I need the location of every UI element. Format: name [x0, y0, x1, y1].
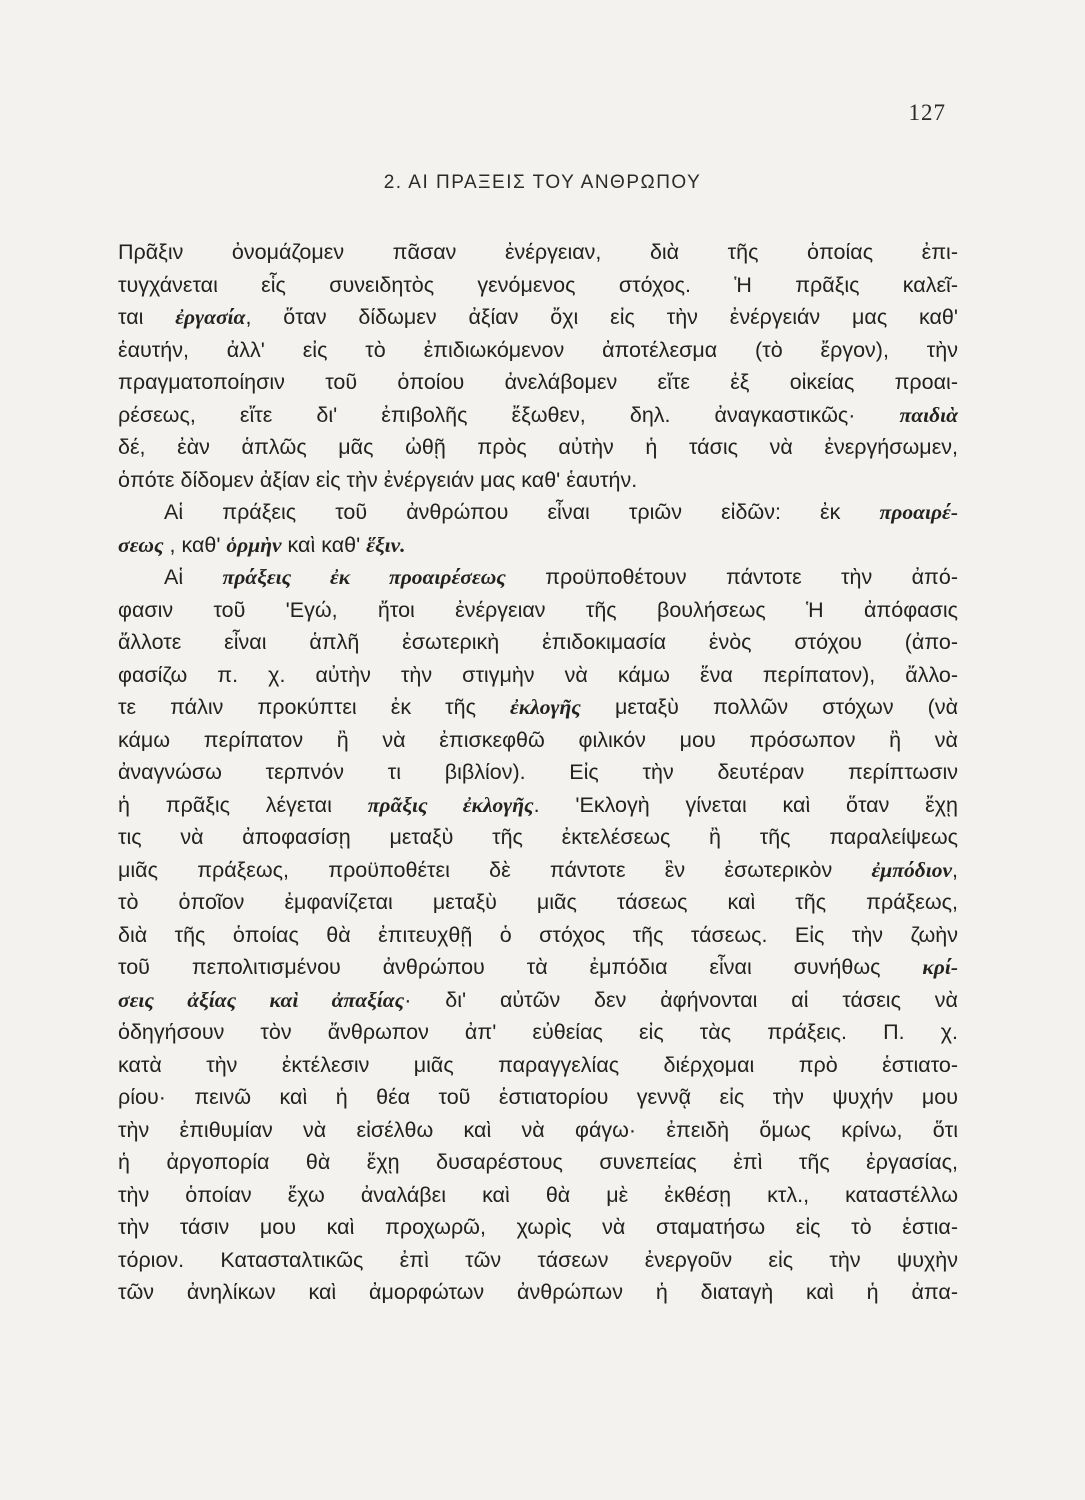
text-line — [118, 496, 958, 529]
text-line — [118, 334, 958, 367]
text-line — [118, 984, 958, 1017]
emphasized-term: ἐμπόδιον — [871, 857, 953, 882]
emphasized-term: σεως — [118, 532, 164, 557]
text-run: τοῦ πεπολιτισμένου ἀνθρώπου τὰ ἐμπόδια εἶναι συνήθως — [118, 955, 923, 979]
text-line — [118, 951, 958, 984]
text-line — [118, 1049, 958, 1082]
emphasized-term: ἐργασία — [175, 305, 246, 329]
text-line — [118, 399, 958, 432]
text-line — [118, 269, 958, 302]
text-run: ὁπότε δίδομεν ἀξίαν εἰς τὴν ἐνέργειάν μας καθ' ἑαυτήν. — [118, 467, 638, 492]
text-line — [118, 1211, 958, 1244]
text-run: φασίζω π. χ. αὐτὴν τὴν στιγμὴν νὰ κάμω ἕνα περίπατον), ἄλλο- — [118, 662, 958, 687]
text-run: · δι' αὐτῶν δεν ἀφήνονται αἱ τάσεις νὰ — [404, 987, 958, 1012]
text-line — [118, 919, 958, 952]
text-line — [118, 236, 958, 269]
emphasized-term: προαιρέ- — [879, 500, 958, 524]
text-run: τυγχάνεται εἷς συνειδητὸς γενόμενος στόχος. Ἡ πρᾶξις καλεῖ- — [118, 272, 958, 297]
text-line — [118, 1146, 958, 1179]
text-run: ἑαυτήν, ἀλλ' εἰς τὸ ἐπιδιωκόμενον ἀποτέλεσμα (τὸ ἔργον), τὴν — [118, 337, 958, 362]
text-run: ρέσεως, εἴτε δι' ἐπιβολῆς ἔξωθεν, δηλ. ἀναγκαστικῶς· — [118, 402, 900, 427]
emphasized-term: πρᾶξις ἐκλογῆς — [367, 792, 534, 817]
emphasized-term: ὁρμὴν — [226, 532, 282, 557]
text-run: . 'Εκλογὴ γίνεται καὶ ὅταν ἔχῃ — [533, 792, 958, 817]
text-line — [118, 886, 958, 919]
body-text — [118, 236, 958, 1309]
page-number: 127 — [908, 100, 946, 125]
text-line — [118, 854, 958, 887]
emphasized-term: ἕξιν. — [366, 532, 406, 557]
text-run: Πρᾶξιν ὀνομάζομεν πᾶσαν ἐνέργειαν, διὰ τῆς ὁποίας ἐπι- — [118, 240, 958, 264]
text-run: , καθ' — [163, 532, 227, 557]
text-line — [118, 366, 958, 399]
text-line — [118, 626, 958, 659]
text-run: προϋποθέτουν πάντοτε τὴν ἀπό- — [505, 565, 958, 589]
text-run: διὰ τῆς ὁποίας θὰ ἐπιτευχθῇ ὁ στόχος τῆς τάσεως. Εἰς τὴν ζωὴν — [118, 922, 958, 947]
text-run: φασιν τοῦ 'Εγώ, ἤτοι ἐνέργειαν τῆς βουλήσεως Ἡ ἀπόφασις — [118, 597, 958, 622]
text-line — [118, 789, 958, 822]
text-run: ἄλλοτε εἶναι ἁπλῆ ἐσωτερικὴ ἐπιδοκιμασία ἑνὸς στόχου (ἀπο- — [118, 630, 958, 654]
text-line — [118, 1081, 958, 1114]
text-run: , — [952, 857, 958, 882]
text-run: τὴν ἐπιθυμίαν νὰ εἰσέλθω καὶ νὰ φάγω· ἐπειδὴ ὅμως κρίνω, ὅτι — [118, 1117, 958, 1142]
text-line — [118, 301, 958, 334]
text-run: δέ, ἐὰν ἁπλῶς μᾶς ὠθῇ πρὸς αὐτὴν ἡ τάσις νὰ ἐνεργήσωμεν, — [118, 435, 958, 459]
text-run: τε πάλιν προκύπτει ἐκ τῆς — [118, 695, 511, 719]
emphasized-term: παιδιὰ — [899, 402, 958, 427]
emphasized-term: κρί- — [922, 955, 958, 979]
text-run: κατὰ τὴν ἐκτέλεσιν μιᾶς παραγγελίας διέρχομαι πρὸ ἑστιατο- — [118, 1052, 958, 1077]
chapter-title: 2. ΑΙ ΠΡΑΞΕΙΣ ΤΟΥ ΑΝΘΡΩΠΟΥ — [383, 172, 702, 193]
text-run: καὶ καθ' — [281, 532, 367, 557]
text-line — [118, 1016, 958, 1049]
emphasized-term: ἐκλογῆς — [510, 695, 581, 719]
text-line — [118, 561, 958, 594]
text-line — [118, 1179, 958, 1212]
text-line — [118, 1114, 958, 1147]
text-run: τις νὰ ἀποφασίσῃ μεταξὺ τῆς ἐκτελέσεως ἢ τῆς παραλείψεως — [118, 825, 958, 849]
text-line — [118, 1276, 958, 1309]
text-run: μεταξὺ πολλῶν στόχων (νὰ — [580, 695, 958, 719]
text-line — [118, 529, 958, 562]
text-line — [118, 594, 958, 627]
text-run: , ὅταν δίδωμεν ἀξίαν ὄχι εἰς τὴν ἐνέργειάν μας καθ' — [245, 305, 958, 329]
text-run: πραγματοποίησιν τοῦ ὁποίου ἀνελάβομεν εἴτε ἐξ οἰκείας προαι- — [118, 370, 958, 394]
text-run: τόριον. Κατασταλτικῶς ἐπὶ τῶν τάσεων ἐνεργοῦν εἰς τὴν ψυχὴν — [118, 1247, 958, 1272]
text-line — [118, 1244, 958, 1277]
text-line — [118, 756, 958, 789]
text-run: ἡ ἀργοπορία θὰ ἔχῃ δυσαρέστους συνεπείας ἐπὶ τῆς ἐργασίας, — [118, 1150, 958, 1174]
text-line — [118, 659, 958, 692]
text-run: Αἱ — [164, 565, 223, 589]
text-run: τὸ ὁποῖον ἐμφανίζεται μεταξὺ μιᾶς τάσεως καὶ τῆς πράξεως, — [118, 890, 958, 914]
text-run: ἡ πρᾶξις λέγεται — [118, 792, 368, 817]
text-run: τὴν ὁποίαν ἔχω ἀναλάβει καὶ θὰ μὲ ἐκθέσῃ κτλ., καταστέλλω — [118, 1182, 958, 1207]
text-line — [118, 691, 958, 724]
text-run: ρίου· πεινῶ καὶ ἡ θέα τοῦ ἑστιατορίου γεννᾷ εἰς τὴν ψυχήν μου — [118, 1085, 958, 1109]
text-run: κάμω περίπατον ἢ νὰ ἐπισκεφθῶ φιλικόν μου πρόσωπον ἢ νὰ — [118, 727, 958, 752]
text-run: μιᾶς πράξεως, προϋποθέτει δὲ πάντοτε ἓν ἐσωτερικὸν — [118, 857, 872, 882]
text-run: τὴν τάσιν μου καὶ προχωρῶ, χωρὶς νὰ σταματήσω εἰς τὸ ἑστια- — [118, 1215, 958, 1239]
text-run: τῶν ἀνηλίκων καὶ ἀμορφώτων ἀνθρώπων ἡ διαταγὴ καὶ ἡ ἀπα- — [118, 1280, 958, 1304]
text-line — [118, 431, 958, 464]
emphasized-term: πράξεις ἐκ προαιρέσεως — [222, 565, 506, 589]
text-line — [118, 821, 958, 854]
text-line — [118, 464, 958, 497]
text-run: ἀναγνώσω τερπνόν τι βιβλίον). Εἰς τὴν δευτέραν περίπτωσιν — [118, 760, 958, 784]
text-line — [118, 724, 958, 757]
emphasized-term: σεις ἀξίας καὶ ἀπαξίας — [118, 987, 405, 1012]
text-run: Αἱ πράξεις τοῦ ἀνθρώπου εἶναι τριῶν εἰδῶν: ἐκ — [164, 500, 880, 524]
text-run: ὁδηγήσουν τὸν ἄνθρωπον ἀπ' εὐθείας εἰς τὰς πράξεις. Π. χ. — [118, 1020, 958, 1044]
text-run: ται — [118, 305, 176, 329]
